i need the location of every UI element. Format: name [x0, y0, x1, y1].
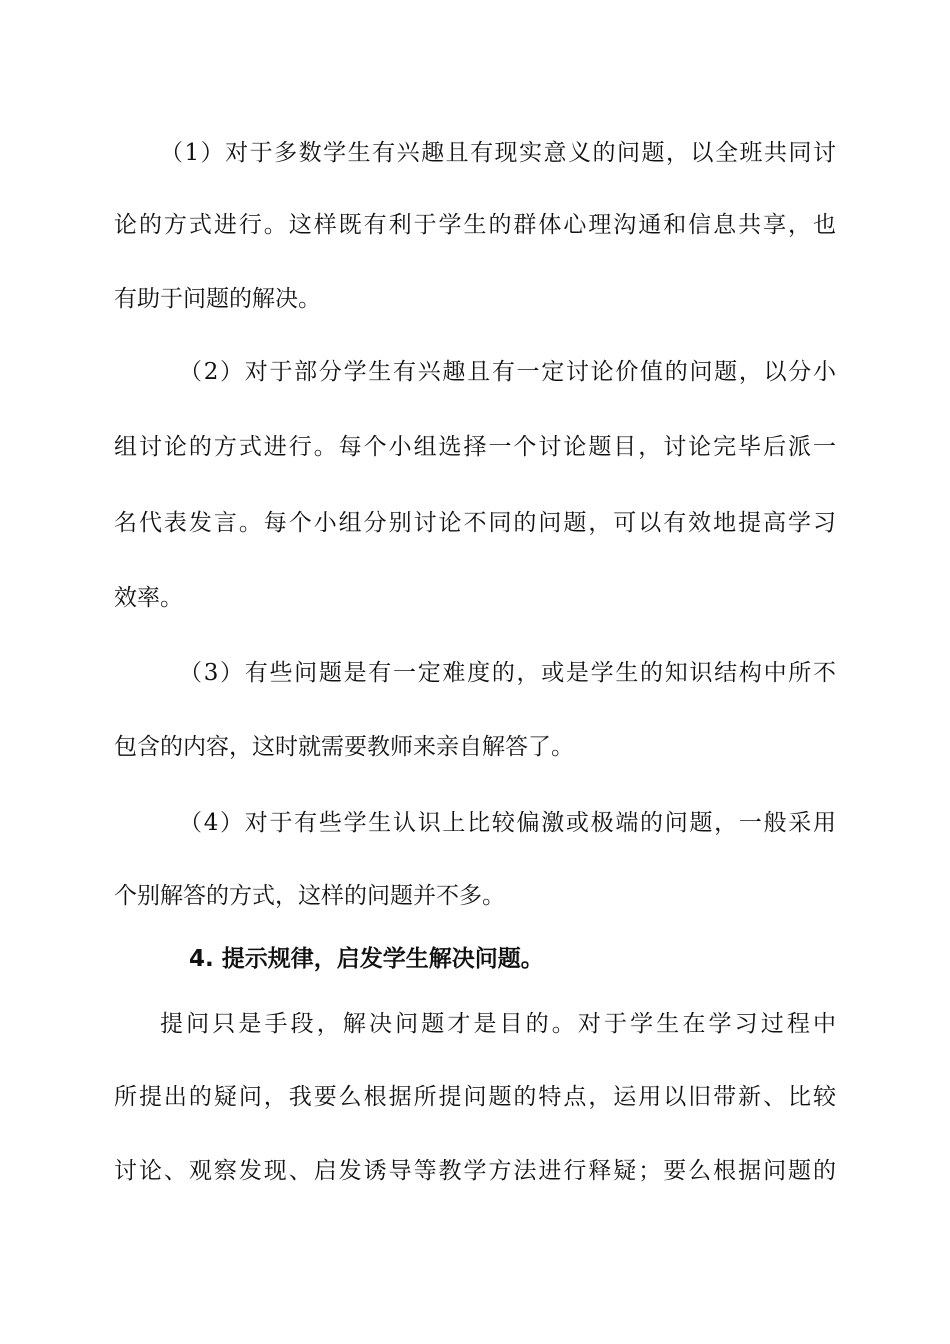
section-heading: 4. 提示规律，启发学生解决问题。: [189, 946, 544, 972]
paragraph-3-line-1: （3）有些问题是有一定难度的，或是学生的知识结构中所不: [179, 660, 836, 686]
paragraph-1-line-2: 论的方式进行。这样既有利于学生的群体心理沟通和信息共享，也: [114, 212, 836, 238]
closing-paragraph-line-1: 提问只是手段，解决问题才是目的。对于学生在学习过程中: [160, 1011, 836, 1037]
paragraph-4-line-2: 个别解答的方式，这样的问题并不多。: [114, 883, 505, 909]
paragraph-3-line-2: 包含的内容，这时就需要教师来亲自解答了。: [114, 734, 574, 760]
paragraph-2-line-4: 效率。: [114, 585, 183, 611]
paragraph-1-line-3: 有助于问题的解决。: [114, 286, 321, 312]
paragraph-1-line-1: （1）对于多数学生有兴趣且有现实意义的问题，以全班共同讨: [160, 140, 836, 166]
paragraph-2-line-2: 组讨论的方式进行。每个小组选择一个讨论题目，讨论完毕后派一: [114, 434, 836, 460]
closing-paragraph-line-3: 讨论、观察发现、启发诱导等教学方法进行释疑；要么根据问题的: [114, 1158, 836, 1184]
paragraph-2-line-3: 名代表发言。每个小组分别讨论不同的问题，可以有效地提高学习: [114, 510, 836, 536]
paragraph-4-line-1: （4）对于有些学生认识上比较偏激或极端的问题，一般采用: [179, 810, 836, 836]
closing-paragraph-line-2: 所提出的疑问，我要么根据所提问题的特点，运用以旧带新、比较: [114, 1084, 836, 1110]
paragraph-2-line-1: （2）对于部分学生有兴趣且有一定讨论价值的问题，以分小: [179, 359, 836, 385]
